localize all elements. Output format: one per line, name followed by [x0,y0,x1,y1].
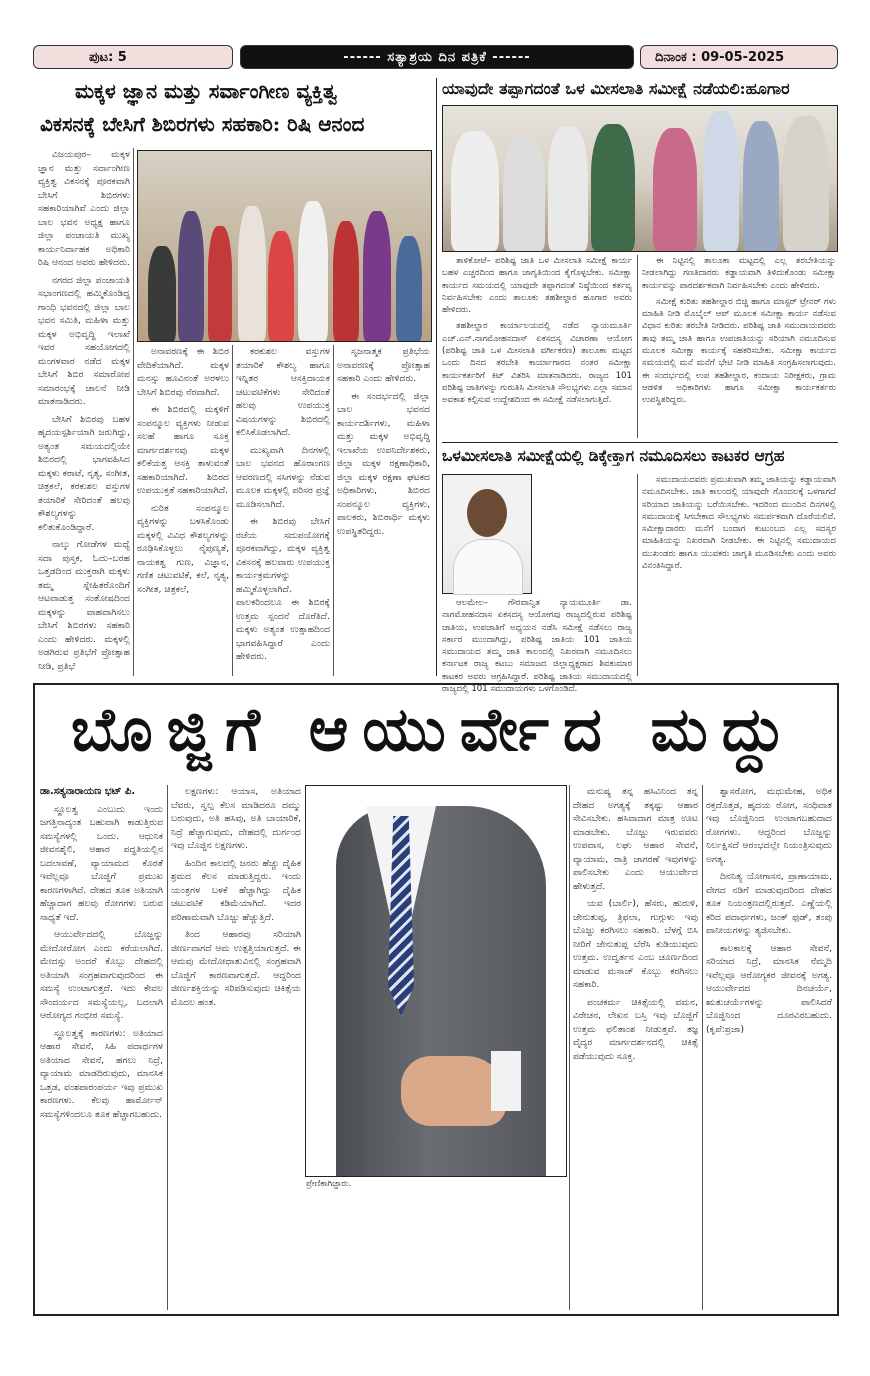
story1-photo-children-group [137,150,432,342]
story3-column-1 [442,597,632,695]
story4-paragraph: ಶ್ವಾಸರೋಗ, ಮಧುಮೇಹ, ಅಧಿಕ ರಕ್ತದೊತ್ತಡ, ಹೃದಯ ರೋಗ, ಸಂಧಿವಾತ ಇವು ಬೊಜ್ಜಿನಿಂದ ಉಂಟಾಗಬಹುದಾದ ರೋಗಗಳು. ಆದ್ದರಿಂದ ಬೊಜ್ಜನ್ನು ನಿರ್ಲಕ್ಷಿಸದೆ ಆರಂಭದಲ್ಲೇ ನಿಯಂತ್ರಿಸುವುದು ಅಗತ್ಯ. [706,786,832,865]
story4-byline: ಡಾ.ಸತ್ಯನಾರಾಯಣ ಭಟ್ ಪಿ. [40,786,136,797]
story3-paragraph: ಆಲಮೇಲ– ಗೌರವಾನ್ವಿತ ನ್ಯಾಯಮೂರ್ತಿ ಡಾ. ನಾಗಮೋಹನದಾಸ ಏಕಸದಸ್ಯ ಆಯೋಗವು ರಾಜ್ಯದಲ್ಲಿರುವ ಪರಿಶಿಷ್ಟ ಜಾತಿಯ, ಉಪಜಾತಿಗೆ ಅಧ್ಯಯನ ನಡೆಸಿ ಸಮೀಕ್ಷೆ ನಡೆಸಲು ರಾಜ್ಯ ಸರ್ಕಾರ ಮುಂದಾಗಿದ್ದು, ಪರಿಶಿಷ್ಟ ಜಾತಿಯ 101 ಜಾತಿಯ ಸಮುದಾಯದ ತಮ್ಮ ಜಾತಿ ಕಾಲಂದಲ್ಲಿ ನಿಖರವಾಗಿ ನಮೂದಿಸಲು ಕರ್ನಾಟಕ ರಾಜ್ಯ ಕಟಬು ಸಮಾಜದ ಜಿಲ್ಲಾಧ್ಯಕ್ಷರಾದ ಶಿವಕುಮಾರ ಕಾಟಕರ ಅವರು ಆಗ್ರಹಿಸಿದ್ದಾರೆ. ಪರಿಶಿಷ್ಟ ಜಾತಿಯ ಸಮುದಾಯದಲ್ಲಿ ರಾಜ್ಯದಲ್ಲಿ 101 ಸಮುದಾಯಗಳು ಒಳಗೊಂಡಿದೆ. [442,598,632,695]
story1-column-2 [137,345,229,676]
person-figure [148,246,176,341]
column-divider [232,345,233,676]
person-figure [208,226,232,341]
story4-column-3 [573,785,698,1310]
story4-column-4 [706,785,832,1310]
story3-column-2 [642,474,836,676]
story3-photo-portrait [442,474,532,594]
story4-headline: ಬೊಜ್ಜಿಗೆ ಆಯುರ್ವೇದ ಮದ್ದು [70,695,800,765]
person-figure [451,131,499,251]
story4-paragraph: ಲಕ್ಷಣಗಳು: ಆಯಾಸ, ಅತಿಯಾದ ಬೆವರು, ಸ್ವಲ್ಪ ಕೆಲಸ ಮಾಡಿದರೂ ದಮ್ಮು ಬರುವುದು, ಅತಿ ಹಸಿವು, ಅತಿ ಬಾಯಾರಿಕೆ, ನಿದ್ರೆ ಹೆಚ್ಚಾಗುವುದು, ದೇಹದಲ್ಲಿ ದುರ್ಗಂಧ ಇವು ಬೊಜ್ಜಿನ ಲಕ್ಷಣಗಳು. [171,786,301,851]
column-divider [333,345,334,676]
person-figure [703,111,739,251]
person-figure [363,211,391,341]
story1-paragraph: ಈ ಸಂದರ್ಭದಲ್ಲಿ ಜಿಲ್ಲಾ ಬಾಲ ಭವನದ ಕಾರ್ಯದರ್ಶಿಗಳು, ಮಹಿಳಾ ಮತ್ತು ಮಕ್ಕಳ ಅಭಿವೃದ್ಧಿ ಇಲಾಖೆಯ ಉಪನಿರ್ದೇಶಕರು, ಜಿಲ್ಲಾ ಮಕ್ಕಳ ರಕ್ಷಣಾಧಿಕಾರಿ, ಜಿಲ್ಲಾ ಮಕ್ಕಳ ರಕ್ಷಣಾ ಘಟಕದ ಅಧಿಕಾರಿಗಳು, ಶಿಬಿರದ ಸಂಪನ್ಮೂಲ ವ್ಯಕ್ತಿಗಳು, ಪಾಲಕರು, ಶಿಬಿರಾರ್ಥಿ ಮಕ್ಕಳು ಉಪಸ್ಥಿತರಿದ್ದರು. [337,390,430,537]
person-figure [298,201,328,341]
person-figure [396,236,422,341]
story2-paragraph: ಈ ನಿಟ್ಟಿನಲ್ಲಿ ತಾಲೂಕಾ ಮಟ್ಟದಲ್ಲಿ ಎಲ್ಲ ತರಬೇತಿಯನ್ನು ನೀಡಲಾಗಿದ್ದು ಗಣತಿದಾರರು ಕಡ್ಡಾಯವಾಗಿ ತಿಳಿದುಕೊಂಡು ಸಮೀಕ್ಷಾ ಕಾರ್ಯವನ್ನು ಪಾರದರ್ಶಕವಾಗಿ ನಿರ್ವಹಿಸಬೇಕು ಎಂದು ಹೇಳಿದರು. [642,256,836,291]
story1-paragraph: ನಾಲ್ಕು ಗೋಡೆಗಳ ಮಧ್ಯೆ ಸದಾ ಪುಸ್ತಕ, ಓದು–ಬರಹ ಒತ್ತಡದಿಂದ ಮುಕ್ತರಾಗಿ ಮಕ್ಕಳು ತಮ್ಮ ಸ್ನೇಹಿತರೊಂದಿಗೆ ಆಟವಾಡುತ್ತ ಸಂತೋಷದಿಂದ ಮಕ್ಕಳನ್ನು ವಾಹವಾಗಿಸಲು ಬೇಸಿಗೆ ಶಿಬಿರಗಳು ಸಹಕಾರಿ ಎಂದು ಹೇಳಿದರು. ಮಕ್ಕಳಲ್ಲಿ ಅಡಗಿರುವ ಪ್ರತಿಭೆಗೆ ಪ್ರೋತ್ಸಾಹ ನೀಡಿ, ಪ್ರತಿಭೆ [38,539,130,672]
person-figure [548,126,588,251]
column-divider [133,148,134,676]
story1-column-3 [236,345,330,676]
story3-paragraph: ಸಮುದಾಯದವರು ಪ್ರಮುಖವಾಗಿ ತಮ್ಮ ಜಾತಿಯನ್ನು ಕಡ್ಡಾಯವಾಗಿ ನಮೂದಿಸಬೇಕು. ಜಾತಿ ಕಾಲಂದಲ್ಲಿ ಯಾವುದೇ ಗೊಂದಲಕ್ಕೆ ಒಳಗಾಗದೆ ಸರಿಯಾದ ಜಾತಿಯನ್ನು ಬರೆಯಿಸಬೇಕು. ಇದರಿಂದ ಮುಂದಿನ ದಿನಗಳಲ್ಲಿ ಸಮುದಾಯಕ್ಕೆ ಸಿಗಬೇಕಾದ ಸೌಲಭ್ಯಗಳು ಸಮರ್ಪಕವಾಗಿ ದೊರೆಯಲಿವೆ. ಸಮೀಕ್ಷಾದಾರರು ಮನೆಗೆ ಬಂದಾಗ ಕುಟುಂಬದ ಎಲ್ಲ ಸದಸ್ಯರ ಮಾಹಿತಿಯನ್ನು ನಿಖರವಾಗಿ ನೀಡಬೇಕು. ಈ ನಿಟ್ಟಿನಲ್ಲಿ ಸಮುದಾಯದ ಮುಖಂಡರು ಹಾಗೂ ಯುವಕರು ಜಾಗೃತಿ ಮೂಡಿಸಬೇಕು ಎಂದು ಅವರು ವಿನಂತಿಸಿದ್ದಾರೆ. [642,475,836,572]
story1-paragraph: ನಗರದ ಜಿಲ್ಲಾ ಪಂಚಾಯತಿ ಸಭಾಂಗಣದಲ್ಲಿ ಹಮ್ಮಿಕೊಂಡಿದ್ದ ಗಾಂಧಿ ಭವನದಲ್ಲಿ ಜಿಲ್ಲಾ ಬಾಲ ಭವನ ಸಮಿತಿ, ಮಹಿಳಾ ಮತ್ತು ಮಕ್ಕಳ ಅಭಿವೃದ್ಧಿ ಇಲಾಖೆ ಇವರ ಸಹಯೋಗದಲ್ಲಿ ಮಂಗಳವಾರ ನಡೆದ ಮಕ್ಕಳ ಬೇಸಿಗೆ ಶಿಬಿರ ಸಮಾರೋಪ ಸಮಾರಂಭಕ್ಕೆ ಚಾಲನೆ ನೀಡಿ ಮಾತನಾಡಿದರು. [38,274,130,407]
story4-paragraph: ದಿನನಿತ್ಯ ಯೋಗಾಸನ, ಪ್ರಾಣಾಯಾಮ, ವೇಗದ ನಡಿಗೆ ಮಾಡುವುದರಿಂದ ದೇಹದ ತೂಕ ನಿಯಂತ್ರಣದಲ್ಲಿರುತ್ತದೆ. ಎಣ್ಣೆಯಲ್ಲಿ ಕರಿದ ಪದಾರ್ಥಗಳು, ಜಂಕ್ ಫುಡ್, ತಂಪು ಪಾನೀಯಗಳನ್ನು ತ್ಯಜಿಸಬೇಕು. [706,871,832,936]
story1-column-1 [38,148,130,676]
story4-paragraph: ತಿಂದ ಆಹಾರವು ಸರಿಯಾಗಿ ಜೀರ್ಣವಾಗದೆ ಆಮ ಉತ್ಪತ್ತಿಯಾಗುತ್ತದೆ. ಈ ಆಮವು ಮೇದೋಧಾತುವಿನಲ್ಲಿ ಸಂಗ್ರಹವಾಗಿ ಬೊಜ್ಜಿಗೆ ಕಾರಣವಾಗುತ್ತದೆ. ಆದ್ದರಿಂದ ಜೀರ್ಣಶಕ್ತಿಯನ್ನು ಸರಿಪಡಿಸುವುದು ಚಿಕಿತ್ಸೆಯ ಮೊದಲ ಹಂತ. [171,929,301,1008]
story3-column-1-top [535,474,632,592]
story4-paragraph: ಮನುಷ್ಯ ತನ್ನ ಹಸಿವಿನಿಂದ ತನ್ನ ದೇಹದ ಅಗತ್ಯಕ್ಕೆ ತಕ್ಕಷ್ಟು ಆಹಾರ ಸೇವಿಸಬೇಕು. ಹಸಿವಾದಾಗ ಮಾತ್ರ ಊಟ ಮಾಡಬೇಕು. ಬೊಜ್ಜು ಇರುವವರು ಉಪವಾಸ, ಲಘು ಆಹಾರ ಸೇವನೆ, ವ್ಯಾಯಾಮ, ರಾತ್ರಿ ಜಾಗರಣೆ ಇವುಗಳನ್ನು ಪಾಲಿಸಬೇಕು ಎಂದು ಆಯುರ್ವೇದ ಹೇಳುತ್ತದೆ. [573,786,698,892]
story4-paragraph: ಹಿಂದಿನ ಕಾಲದಲ್ಲಿ ಜನರು ಹೆಚ್ಚು ದೈಹಿಕ ಶ್ರಮದ ಕೆಲಸ ಮಾಡುತ್ತಿದ್ದರು. ಇಂದು ಯಂತ್ರಗಳ ಬಳಕೆ ಹೆಚ್ಚಾಗಿದ್ದು ದೈಹಿಕ ಚಟುವಟಿಕೆ ಕಡಿಮೆಯಾಗಿದೆ. ಇದರ ಪರಿಣಾಮವಾಗಿ ಬೊಜ್ಜು ಹೆಚ್ಚುತ್ತಿದೆ. [171,857,301,923]
column-divider [637,255,638,438]
publication-date: ದಿನಾಂಕ : 09-05-2025 [640,45,838,69]
portrait-head [467,489,507,537]
story4-column-2b [306,1195,564,1310]
story1-paragraph: ಮುಖ್ಯವಾಗಿ ದಿನಗಳಲ್ಲಿ ಬಾಲ ಭವನದ ಹೊರಾಂಗಣ ಆವರಣದಲ್ಲಿ ಸಸಿಗಳನ್ನು ನೆಡುವ ಮೂಲಕ ಮಕ್ಕಳಲ್ಲಿ ಪರಿಸರ ಪ್ರಜ್ಞೆ ಮೂಡಿಸಲಾಗಿದೆ. [236,444,330,510]
story2-paragraph: ತಹಶೀಲ್ದಾರ ಕಾರ್ಯಾಲಯದಲ್ಲಿ ನಡೆದ ನ್ಯಾಯಮೂರ್ತಿ ಎಚ್.ಎನ್.ನಾಗಮೋಹನದಾಸ್ ಏಕಸದಸ್ಯ ವಿಚಾರಣಾ ಆಯೋಗ (ಪರಿಶಿಷ್ಟ ಜಾತಿ ಒಳ ಮೀಸಲಾತಿ ವರ್ಗೀಕರಣ) ತಾಲೂಕಾ ಮಟ್ಟದ ಒಂದು ದಿನದ ತರಬೇತಿ ಕಾರ್ಯಾಗಾರದ ನಂತರ ಸಮೀಕ್ಷಾ ಕಾರ್ಯಕರ್ತರಿಗೆ ಕಿಟ್ ವಿತರಿಸಿ ಮಾತನಾಡಿದರು. ರಾಜ್ಯದ 101 ಪರಿಶಿಷ್ಟ ಜಾತಿಗಳನ್ನು ಗುರುತಿಸಿ ಮೀಸಲಾತಿ ಸೌಲಭ್ಯಗಳು ಎಲ್ಲಾ ಸಮಾನ ಅವಕಾಶ ಕಲ್ಪಿಸುವ ಉದ್ದೇಶದಿಂದ ಈ ಸಮೀಕ್ಷೆ ನಡೆಸಲಾಗುತ್ತಿದೆ. [442,321,632,406]
story4-paragraph: ಕಾಲಕಾಲಕ್ಕೆ ಆಹಾರ ಸೇವನೆ, ಸರಿಯಾದ ನಿದ್ರೆ, ಮಾನಸಿಕ ನೆಮ್ಮದಿ ಇವೆಲ್ಲವೂ ಆರೋಗ್ಯಕರ ಜೀವನಕ್ಕೆ ಅಗತ್ಯ. ಆಯುರ್ವೇದದ ದಿನಚರ್ಯೆ, ಋತುಚರ್ಯೆಗಳನ್ನು ಪಾಲಿಸಿದರೆ ಬೊಜ್ಜಿನಿಂದ ದೂರವಿರಬಹುದು. (ಕೃಪೆ:ಪ್ರಜಾ) [706,942,832,1035]
story2-column-1 [442,255,632,438]
person-figure [333,221,359,341]
story2-paragraph: ಸಮೀಕ್ಷೆ ಕುರಿತು ತಹಶೀಲ್ದಾರ ಬಿಚ್ಚಿ ಹಾಗೂ ಮಾಸ್ಟರ್ ಟ್ರೇನರ್ ಗಳು ಮಾಹಿತಿ ನೀಡಿ ಮೊಬೈಲ್ ಆಪ್ ಮೂಲಕ ಸಮೀಕ್ಷಾ ಕಾರ್ಯ ನಡೆಸುವ ವಿಧಾನ ಕುರಿತು ತರಬೇತಿ ನೀಡಿದರು. ಪರಿಶಿಷ್ಟ ಜಾತಿ ಸಮುದಾಯದವರು ತಾವು ತಮ್ಮ ಜಾತಿ ಹಾಗೂ ಉಪಜಾತಿಯನ್ನು ಸರಿಯಾಗಿ ನಮೂದಿಸುವ ಮೂಲಕ ಸಮೀಕ್ಷಾ ಕಾರ್ಯಕ್ಕೆ ಸಹಕರಿಸಬೇಕು. ಸಮೀಕ್ಷಾ ಕಾರ್ಯದ ಸಮಯದಲ್ಲಿ ಮನೆ ಮನೆಗೆ ಭೇಟಿ ನೀಡಿ ಮಾಹಿತಿ ಸಂಗ್ರಹಿಸಲಾಗುವುದು. ಈ ಸಂದರ್ಭದಲ್ಲಿ ಉಪ ತಹಶೀಲ್ದಾರ, ಕಂದಾಯ ನಿರೀಕ್ಷಕರು, ಗ್ರಾಮ ಆಡಳಿತ ಅಧಿಕಾರಿಗಳು ಹಾಗೂ ಸಮೀಕ್ಷಾ ಕಾರ್ಯಕರ್ತರು ಉಪಸ್ಥಿತರಿದ್ದರು. [642,296,836,406]
story1-paragraph: ಬೇಸಿಗೆ ಶಿಬಿರವು ಬಹಳ ಹೃದಯಸ್ಪರ್ಶಿಯಾಗಿ ಜರುಗಿದ್ದು, ಅತ್ಯಂತ ಸಮಯದಲ್ಲಿಯೇ ಶಿಬಿರದಲ್ಲಿ ಭಾಗವಹಿಸಿದ ಮಕ್ಕಳು ಕರಾಟೆ, ನೃತ್ಯ, ಸಂಗೀತ, ಚಿತ್ರಕಲೆ, ಕರಕುಶಲ ವಸ್ತುಗಳ ತಯಾರಿಕೆ ಸೇರಿದಂತೆ ಹಲವು ಕೌಶಲ್ಯಗಳನ್ನು ಕಲಿತುಕೊಂಡಿದ್ದಾರೆ. [38,413,130,533]
story1-paragraph: ಅನಾವರಣಕ್ಕೆ ಈ ಶಿಬಿರ ವೇದಿಕೆಯಾಗಿದೆ. ಮಕ್ಕಳ ಮನಸ್ಸು ಹೂವಿನಂತೆ ಅರಳಲು ಬೇಸಿಗೆ ಶಿಬಿರವು ನೆರವಾಗಿದೆ. [137,346,229,398]
page-number: ಪುಟ: 5 [33,45,233,69]
newspaper-masthead: ------ ಸತ್ಯಾಶ್ರಯ ದಿನ ಪತ್ರಿಕೆ ------ [240,45,634,69]
shirt-cuff [491,1051,521,1111]
story1-headline-line2: ವಿಕಸನಕ್ಕೆ ಬೇಸಿಗೆ ಶಿಬಿರಗಳು ಸಹಕಾರಿ: ರಿಷಿ ಆನಂದ [40,112,365,136]
story2-column-2 [642,255,836,438]
story1-column-4 [337,345,430,676]
person-figure [238,206,266,341]
portrait-shoulders [453,539,523,595]
story4-photo-man-in-suit [305,785,567,1177]
person-figure [783,116,829,251]
story2-headline: ಯಾವುದೇ ತಪ್ಪಾಗದಂತೆ ಒಳ ಮೀಸಲಾತಿ ಸಮೀಕ್ಷೆ ನಡೆಯಲಿ:ಹೂಗಾರ [442,79,790,98]
story4-column-2 [171,785,301,1310]
story4-paragraph: ಸ್ಥೂಲತ್ವಕ್ಕೆ ಕಾರಣಗಳು: ಅತಿಯಾದ ಆಹಾರ ಸೇವನೆ, ಸಿಹಿ ಪದಾರ್ಥಗಳ ಅತಿಯಾದ ಸೇವನೆ, ಹಗಲು ನಿದ್ರೆ, ವ್ಯಾಯಾಮ ಮಾಡದಿರುವುದು, ಮಾನಸಿಕ ಒತ್ತಡ, ವಂಶಪಾರಂಪರ್ಯ ಇವು ಪ್ರಮುಖ ಕಾರಣಗಳು. ಕೆಲವು ಹಾರ್ಮೋನ್ ಸಮಸ್ಯೆಗಳಿಂದಲೂ ತೂಕ ಹೆಚ್ಚಾಗಬಹುದು. [40,1027,163,1120]
story4-paragraph: ಆಯುರ್ವೇದದಲ್ಲಿ ಬೊಜ್ಜನ್ನು ಮೇದೋರೋಗ ಎಂದು ಕರೆಯಲಾಗಿದೆ. ಮೇದಸ್ಸು ಅಂದರೆ ಕೊಬ್ಬು ದೇಹದಲ್ಲಿ ಅತಿಯಾಗಿ ಸಂಗ್ರಹವಾಗುವುದರಿಂದ ಈ ಸಮಸ್ಯೆ ಉಂಟಾಗುತ್ತದೆ. ಇದು ಕೇವಲ ಸೌಂದರ್ಯದ ಸಮಸ್ಯೆಯಲ್ಲ, ಬದಲಾಗಿ ಆರೋಗ್ಯದ ಗಂಭೀರ ಸಮಸ್ಯೆ. [40,929,163,1021]
story1-headline-line1: ಮಕ್ಕಳ ಜ್ಞಾನ ಮತ್ತು ಸರ್ವಾಂಗೀಣ ವ್ಯಕ್ತಿತ್ವ [75,79,338,103]
story1-paragraph: ನುರಿತ ಸಂಪನ್ಮೂಲ ವ್ಯಕ್ತಿಗಳನ್ನು ಬಳಸಿಕೊಂಡು ಮಕ್ಕಳಲ್ಲಿ ವಿವಿಧ ಕೌಶಲ್ಯಗಳನ್ನು ರೂಢಿಸಿಕೊಳ್ಳಲು ನೈಪುಣ್ಯತೆ, ನಾಯಕತ್ವ ಗುಣ, ವಿಜ್ಞಾನ, ಗಣಿತ ಚಟುವಟಿಕೆ, ಕಲೆ, ನೃತ್ಯ, ಸಂಗೀತ, ಚಿತ್ರಕಲೆ, [137,502,229,595]
story1-paragraph: ಸೃಜನಾತ್ಮಕ ಪ್ರತಿಭೆಯ ಅನಾವರಣಕ್ಕೆ ಪ್ರೋತ್ಸಾಹ ಸಹಕಾರಿ ಎಂದು ಹೇಳಿದರು. [337,346,430,384]
story3-headline: ಒಳಮೀಸಲಾತಿ ಸಮೀಕ್ಷೆಯಲ್ಲಿ ಡಿಕ್ಕೇಕ್ತಾಗ ನಮೂದಿಸಲು ಕಾಟಕರ ಆಗ್ರಹ [442,446,785,465]
person-figure [178,211,204,341]
story2-photo-officials [442,105,838,252]
story4-paragraph: ಸ್ಥೂಲತ್ವ ಎಂಬುದು ಇಂದು ಜಗತ್ತಿನಾದ್ಯಂತ ಬಹುವಾಗಿ ಕಾಡುತ್ತಿರುವ ಸಮಸ್ಯೆಗಳಲ್ಲಿ ಒಂದು. ಆಧುನಿಕ ಜೀವನಶೈಲಿ, ಆಹಾರ ಪದ್ಧತಿಯಲ್ಲಿನ ಬದಲಾವಣೆ, ವ್ಯಾಯಾಮದ ಕೊರತೆ ಇವೆಲ್ಲವೂ ಬೊಜ್ಜಿಗೆ ಪ್ರಮುಖ ಕಾರಣಗಳಾಗಿವೆ. ದೇಹದ ತೂಕ ಅತಿಯಾಗಿ ಹೆಚ್ಚಾದಾಗ ಹಲವು ರೋಗಗಳು ಬರುವ ಸಾಧ್ಯತೆ ಇದೆ. [40,803,163,923]
column-divider [702,785,703,1310]
story1-paragraph: ಈ ಶಿಬಿರವು ಬೇಸಿಗೆ ರಜೆಯ ಸದುಪಯೋಗಕ್ಕೆ ಪೂರಕವಾಗಿದ್ದು, ಮಕ್ಕಳ ವ್ಯಕ್ತಿತ್ವ ವಿಕಸನಕ್ಕೆ ಹಲವಾರು ಉಪಯುಕ್ತ ಕಾರ್ಯಕ್ರಮಗಳನ್ನು ಹಮ್ಮಿಕೊಳ್ಳಲಾಗಿದೆ. ಪಾಲಕರಿಂದಲೂ ಈ ಶಿಬಿರಕ್ಕೆ ಉತ್ತಮ ಸ್ಪಂದನೆ ದೊರೆತಿದೆ. ಮಕ್ಕಳು ಅತ್ಯಂತ ಉತ್ಸಾಹದಿಂದ ಭಾಗವಹಿಸಿದ್ದಾರೆ ಎಂದು ಹೇಳಿದರು. [236,516,330,662]
person-figure [653,128,697,251]
story4-column-1 [40,785,163,1310]
story2-paragraph: ತಾಳಿಕೋಟೆ– ಪರಿಶಿಷ್ಟ ಜಾತಿ ಒಳ ಮೀಸಲಾತಿ ಸಮೀಕ್ಷೆ ಕಾರ್ಯ ಬಹಳ ಎಚ್ಚರದಿಂದ ಹಾಗೂ ಜಾಗೃತಿಯಿಂದ ಕೈಗೊಳ್ಳಬೇಕು. ಸಮೀಕ್ಷಾ ಕಾರ್ಯದ ಸಮಯದಲ್ಲಿ ಯಾವುದೇ ತಪ್ಪಾಗದಂತೆ ನಿಷ್ಠೆಯಿಂದ ಕರ್ತವ್ಯ ನಿರ್ವಹಿಸಬೇಕು ಎಂದು ತಾಲೂಕು ತಹಶೀಲ್ದಾರ ಹೂಗಾರ ಅವರು ಹೇಳಿದರು. [442,256,632,316]
person-figure [503,136,545,251]
story4-photo-caption: ಪ್ರೇಣಿಕಾಗಿಜ್ಜಾರು. [306,1179,352,1189]
person-figure [743,121,779,251]
section-divider [436,78,437,676]
person-figure [591,124,635,251]
story1-paragraph: ಈ ಶಿಬಿರದಲ್ಲಿ ಮಕ್ಕಳಿಗೆ ಸಂಪನ್ಮೂಲ ವ್ಯಕ್ತಿಗಳು ನೀಡುವ ಸಲಹೆ ಹಾಗೂ ಸೂಕ್ತ ಮಾರ್ಗದರ್ಶನವು ಮಕ್ಕಳ ಕಲಿಕೆಯತ್ತ ಆಸಕ್ತಿ ತಾಳುವಂತೆ ಸಹಕಾರಿಯಾಗಿದೆ. ಶಿಬಿರದ ಉಪಯುಕ್ತತೆ ಸಹಕಾರಿಯಾಗಿದೆ. [137,404,229,496]
section-divider [442,442,838,443]
column-divider [637,474,638,676]
story4-paragraph: ಯವ (ಬಾರ್ಲಿ), ಹೆಸರು, ಹುರುಳಿ, ಜೇನುತುಪ್ಪ, ತ್ರಿಫಲಾ, ಗುಗ್ಗುಳು ಇವು ಬೊಜ್ಜು ಕರಗಿಸಲು ಸಹಕಾರಿ. ಬೆಳಗ್ಗೆ ಬಿಸಿ ನೀರಿಗೆ ಜೇನುತುಪ್ಪ ಬೆರೆಸಿ ಕುಡಿಯುವುದು ಉತ್ತಮ. ಉದ್ವರ್ತನ ಎಂಬ ಚೂರ್ಣದಿಂದ ಮಾಡುವ ಮಸಾಜ್ ಕೊಬ್ಬು ಕರಗಿಸಲು ಸಹಕಾರಿ. [573,898,698,990]
story1-paragraph: ವಿಜಯಪುರ– ಮಕ್ಕಳ ಜ್ಞಾನ ಮತ್ತು ಸರ್ವಾಂಗೀಣ ವ್ಯಕ್ತಿತ್ವ ವಿಕಸನಕ್ಕೆ ಪೂರಕವಾಗಿ ಬೇಸಿಗೆ ಶಿಬಿರಗಳು ಸಹಕಾರಿಯಾಗಿವೆ ಎಂದು ಜಿಲ್ಲಾ ಬಾಲ ಭವನ ಅಧ್ಯಕ್ಷ ಹಾಗೂ ಜಿಲ್ಲಾ ಪಂಚಾಯತಿ ಮುಖ್ಯ ಕಾರ್ಯನಿರ್ವಾಹಕ ಅಧಿಕಾರಿ ರಿಷಿ ಆನಂದ ಅವರು ಹೇಳಿದರು. [38,149,130,268]
column-divider [569,785,570,1310]
column-divider [167,785,168,1310]
story1-paragraph: ಕರಕುಶಲ ವಸ್ತುಗಳ ತಯಾರಿಕೆ ಕೌಶಲ್ಯ ಹಾಗೂ ಇನ್ನಿತರ ಆಸಕ್ತಿದಾಯಕ ಚಟುವಟಿಕೆಗಳು ಸೇರಿದಂತೆ ಹಲವು ಉಪಯುಕ್ತ ವಿಷಯಗಳನ್ನು ಶಿಬಿರದಲ್ಲಿ ಕಲಿಸಿಕೊಡಲಾಗಿದೆ. [236,346,330,438]
person-figure [268,231,294,341]
story4-paragraph: ಪಂಚಕರ್ಮ ಚಿಕಿತ್ಸೆಯಲ್ಲಿ ವಮನ, ವಿರೇಚನ, ಲೇಖನ ಬಸ್ತಿ ಇವು ಬೊಜ್ಜಿಗೆ ಉತ್ತಮ ಫಲಿತಾಂಶ ನೀಡುತ್ತವೆ. ತಜ್ಞ ವೈದ್ಯರ ಮಾರ್ಗದರ್ಶನದಲ್ಲಿ ಚಿಕಿತ್ಸೆ ಪಡೆಯುವುದು ಸೂಕ್ತ. [573,996,698,1062]
